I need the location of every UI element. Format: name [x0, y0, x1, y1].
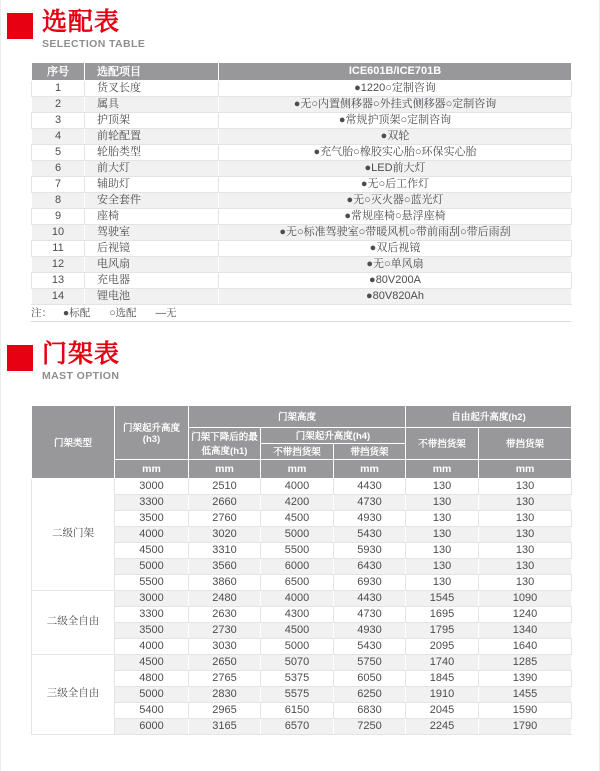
legend-note: [31, 305, 571, 322]
mast-value-cell: 1740: [406, 654, 479, 670]
selection-cell-no: 10: [32, 224, 85, 240]
unit-cell: mm: [479, 459, 572, 478]
mast-value-cell: 3300: [115, 494, 189, 510]
mast-value-cell: 5575: [261, 686, 334, 702]
selection-cell-item: 前大灯: [85, 160, 219, 176]
mast-value-cell: 6000: [115, 718, 189, 734]
mast-value-cell: 2830: [189, 686, 261, 702]
selection-cell-value: ●无○内置侧移器○外挂式侧移器○定制咨询: [219, 96, 572, 112]
selection-cell-value: ●80V200A: [219, 272, 572, 288]
header-mast-type: 门架类型: [32, 405, 115, 478]
selection-row: [32, 272, 572, 288]
selection-cell-value: ●LED前大灯: [219, 160, 572, 176]
mast-value-cell: 5500: [115, 574, 189, 590]
section-title-block: [42, 340, 120, 382]
selection-cell-item: 属具: [85, 96, 219, 112]
selection-cell-item: 轮胎类型: [85, 144, 219, 160]
mast-value-cell: 130: [406, 574, 479, 590]
mast-value-cell: 1640: [479, 638, 572, 654]
mast-value-cell: 6430: [334, 558, 406, 574]
mast-value-cell: 3000: [115, 478, 189, 494]
mast-value-cell: 1455: [479, 686, 572, 702]
mast-value-cell: 3310: [189, 542, 261, 558]
header-free-lift-h2: 自由起升高度(h2): [406, 405, 572, 427]
mast-value-cell: 4430: [334, 590, 406, 606]
col-header-item: 选配项目: [85, 62, 219, 80]
mast-value-cell: 4730: [334, 494, 406, 510]
mast-value-cell: 6000: [261, 558, 334, 574]
mast-value-cell: 2730: [189, 622, 261, 638]
mast-value-cell: 1910: [406, 686, 479, 702]
mast-value-cell: 1795: [406, 622, 479, 638]
mast-value-cell: 1790: [479, 718, 572, 734]
selection-row: [32, 112, 572, 128]
mast-option-table: [31, 405, 572, 735]
selection-cell-item: 锂电池: [85, 288, 219, 304]
mast-value-cell: 2660: [189, 494, 261, 510]
mast-value-cell: 130: [479, 526, 572, 542]
mast-value-cell: 130: [479, 510, 572, 526]
mast-value-cell: 2760: [189, 510, 261, 526]
mast-value-cell: 2650: [189, 654, 261, 670]
selection-cell-value: ●无○单风扇: [219, 256, 572, 272]
mast-value-cell: 4430: [334, 478, 406, 494]
selection-cell-no: 5: [32, 144, 85, 160]
mast-value-cell: 3500: [115, 622, 189, 638]
selection-row: [32, 288, 572, 304]
mast-value-cell: 5070: [261, 654, 334, 670]
header-h2-with-backrest: 带挡货架: [479, 427, 572, 459]
selection-cell-value: ●80V820Ah: [219, 288, 572, 304]
mast-value-cell: 4500: [261, 510, 334, 526]
selection-row: [32, 256, 572, 272]
mast-value-cell: 6050: [334, 670, 406, 686]
mast-value-cell: 3030: [189, 638, 261, 654]
selection-cell-no: 7: [32, 176, 85, 192]
selection-cell-item: 货叉长度: [85, 80, 219, 96]
mast-value-cell: 130: [406, 494, 479, 510]
mast-value-cell: 1340: [479, 622, 572, 638]
unit-cell: mm: [261, 459, 334, 478]
mast-value-cell: 4000: [261, 590, 334, 606]
mast-value-cell: 4730: [334, 606, 406, 622]
mast-value-cell: 2045: [406, 702, 479, 718]
mast-value-cell: 4930: [334, 622, 406, 638]
mast-value-cell: 4800: [115, 670, 189, 686]
mast-value-cell: 130: [479, 542, 572, 558]
selection-cell-value: ●充气胎○橡胶实心胎○环保实心胎: [219, 144, 572, 160]
selection-section-header: [7, 0, 599, 50]
selection-cell-item: 座椅: [85, 208, 219, 224]
mast-value-cell: 1285: [479, 654, 572, 670]
selection-row: [32, 192, 572, 208]
selection-cell-no: 11: [32, 240, 85, 256]
selection-row: [32, 144, 572, 160]
selection-cell-no: 3: [32, 112, 85, 128]
selection-row: [32, 208, 572, 224]
mast-value-cell: 5400: [115, 702, 189, 718]
note-item-optional: ○选配: [109, 306, 137, 319]
unit-cell: mm: [334, 459, 406, 478]
mast-value-cell: 3000: [115, 590, 189, 606]
selection-cell-no: 2: [32, 96, 85, 112]
mast-value-cell: 1845: [406, 670, 479, 686]
mast-value-cell: 4000: [115, 638, 189, 654]
selection-cell-value: ●无○标准驾驶室○带暖风机○带前雨刮○带后雨刮: [219, 224, 572, 240]
selection-cell-no: 9: [32, 208, 85, 224]
selection-table: [31, 62, 572, 305]
section-subtitle: SELECTION TABLE: [42, 37, 146, 50]
selection-cell-value: ●1220○定制咨询: [219, 80, 572, 96]
unit-cell: mm: [406, 459, 479, 478]
mast-value-cell: 7250: [334, 718, 406, 734]
mast-value-cell: 130: [406, 542, 479, 558]
selection-row: [32, 160, 572, 176]
mast-value-cell: 130: [479, 494, 572, 510]
mast-value-cell: 130: [479, 558, 572, 574]
selection-row: [32, 96, 572, 112]
selection-cell-item: 辅助灯: [85, 176, 219, 192]
mast-value-cell: 2965: [189, 702, 261, 718]
mast-value-cell: 5430: [334, 638, 406, 654]
mast-header-row-1: [32, 405, 572, 427]
header-h4-without-backrest: 不带挡货架: [261, 443, 334, 459]
mast-section-header: [7, 340, 599, 382]
selection-cell-item: 前轮配置: [85, 128, 219, 144]
selection-cell-no: 14: [32, 288, 85, 304]
col-header-model: ICE601B/ICE701B: [219, 62, 572, 80]
mast-value-cell: 4500: [261, 622, 334, 638]
mast-value-cell: 5000: [115, 686, 189, 702]
selection-cell-item: 后视镜: [85, 240, 219, 256]
mast-value-cell: 3560: [189, 558, 261, 574]
unit-cell: mm: [189, 459, 261, 478]
mast-value-cell: 3020: [189, 526, 261, 542]
mast-value-cell: 6830: [334, 702, 406, 718]
mast-value-cell: 6930: [334, 574, 406, 590]
mast-value-cell: 6570: [261, 718, 334, 734]
mast-value-cell: 1695: [406, 606, 479, 622]
unit-cell: mm: [115, 459, 189, 478]
mast-value-cell: 4000: [115, 526, 189, 542]
selection-cell-value: ●无○灭火器○蓝光灯: [219, 192, 572, 208]
section-title: 门架表: [42, 339, 121, 368]
mast-value-cell: 2765: [189, 670, 261, 686]
mast-row: [32, 654, 572, 670]
mast-value-cell: 1590: [479, 702, 572, 718]
section-marker-icon: [7, 345, 33, 371]
header-mast-height-group: 门架高度: [189, 405, 406, 427]
selection-row: [32, 240, 572, 256]
selection-cell-item: 安全套件: [85, 192, 219, 208]
mast-value-cell: 2095: [406, 638, 479, 654]
selection-cell-no: 1: [32, 80, 85, 96]
header-h4-with-backrest: 带挡货架: [334, 443, 406, 459]
mast-value-cell: 1090: [479, 590, 572, 606]
mast-value-cell: 6150: [261, 702, 334, 718]
section-subtitle: MAST OPTION: [42, 369, 120, 382]
selection-cell-no: 4: [32, 128, 85, 144]
mast-value-cell: 130: [406, 526, 479, 542]
mast-value-cell: 4200: [261, 494, 334, 510]
mast-type-cell: 三级全自由: [32, 654, 115, 734]
col-header-no: 序号: [32, 62, 85, 80]
mast-value-cell: 5000: [261, 526, 334, 542]
section-title: 选配表: [42, 8, 121, 36]
mast-value-cell: 5930: [334, 542, 406, 558]
header-h2-without-backrest: 不带挡货架: [406, 427, 479, 459]
mast-value-cell: 5750: [334, 654, 406, 670]
mast-value-cell: 2630: [189, 606, 261, 622]
mast-value-cell: 4500: [115, 542, 189, 558]
mast-value-cell: 6250: [334, 686, 406, 702]
mast-value-cell: 6500: [261, 574, 334, 590]
header-lift-height-h3: 门架起升高度(h3): [115, 405, 189, 459]
mast-value-cell: 3500: [115, 510, 189, 526]
selection-row: [32, 128, 572, 144]
section-marker-icon: [7, 13, 33, 39]
selection-header-row: [32, 62, 572, 80]
mast-value-cell: 130: [406, 510, 479, 526]
selection-cell-value: ●常规护顶架○定制咨询: [219, 112, 572, 128]
mast-value-cell: 2510: [189, 478, 261, 494]
mast-value-cell: 3860: [189, 574, 261, 590]
selection-cell-value: ●无○后工作灯: [219, 176, 572, 192]
selection-cell-no: 6: [32, 160, 85, 176]
selection-row: [32, 80, 572, 96]
mast-value-cell: 2245: [406, 718, 479, 734]
header-lowered-height-h1: 门架下降后的最低高度(h1): [189, 427, 261, 459]
mast-value-cell: 5000: [115, 558, 189, 574]
selection-cell-item: 充电器: [85, 272, 219, 288]
selection-cell-item: 驾驶室: [85, 224, 219, 240]
selection-row: [32, 224, 572, 240]
mast-value-cell: 5375: [261, 670, 334, 686]
note-item-none: —无: [155, 306, 177, 319]
selection-cell-value: ●双后视镜: [219, 240, 572, 256]
selection-cell-no: 12: [32, 256, 85, 272]
mast-row: [32, 590, 572, 606]
selection-cell-no: 13: [32, 272, 85, 288]
mast-value-cell: 2480: [189, 590, 261, 606]
mast-value-cell: 1545: [406, 590, 479, 606]
mast-value-cell: 4930: [334, 510, 406, 526]
mast-value-cell: 1390: [479, 670, 572, 686]
mast-value-cell: 4300: [261, 606, 334, 622]
mast-row: [32, 478, 572, 494]
mast-value-cell: 4000: [261, 478, 334, 494]
mast-value-cell: 5500: [261, 542, 334, 558]
selection-cell-item: 电风扇: [85, 256, 219, 272]
mast-value-cell: 130: [479, 574, 572, 590]
mast-type-cell: 二级全自由: [32, 590, 115, 654]
note-item-standard: ●标配: [62, 306, 91, 319]
mast-value-cell: 130: [479, 478, 572, 494]
mast-value-cell: 5430: [334, 526, 406, 542]
mast-value-cell: 4500: [115, 654, 189, 670]
mast-value-cell: 1240: [479, 606, 572, 622]
note-label: 注：: [31, 306, 52, 319]
mast-value-cell: 3165: [189, 718, 261, 734]
section-title-block: [42, 8, 145, 50]
selection-cell-value: ●双轮: [219, 128, 572, 144]
header-lift-height-h4: 门架起升高度(h4): [261, 427, 406, 443]
mast-value-cell: 130: [406, 558, 479, 574]
selection-cell-item: 护顶架: [85, 112, 219, 128]
mast-value-cell: 3300: [115, 606, 189, 622]
selection-cell-no: 8: [32, 192, 85, 208]
selection-cell-value: ●常规座椅○悬浮座椅: [219, 208, 572, 224]
selection-row: [32, 176, 572, 192]
mast-type-cell: 二级门架: [32, 478, 115, 590]
mast-value-cell: 5000: [261, 638, 334, 654]
mast-value-cell: 130: [406, 478, 479, 494]
